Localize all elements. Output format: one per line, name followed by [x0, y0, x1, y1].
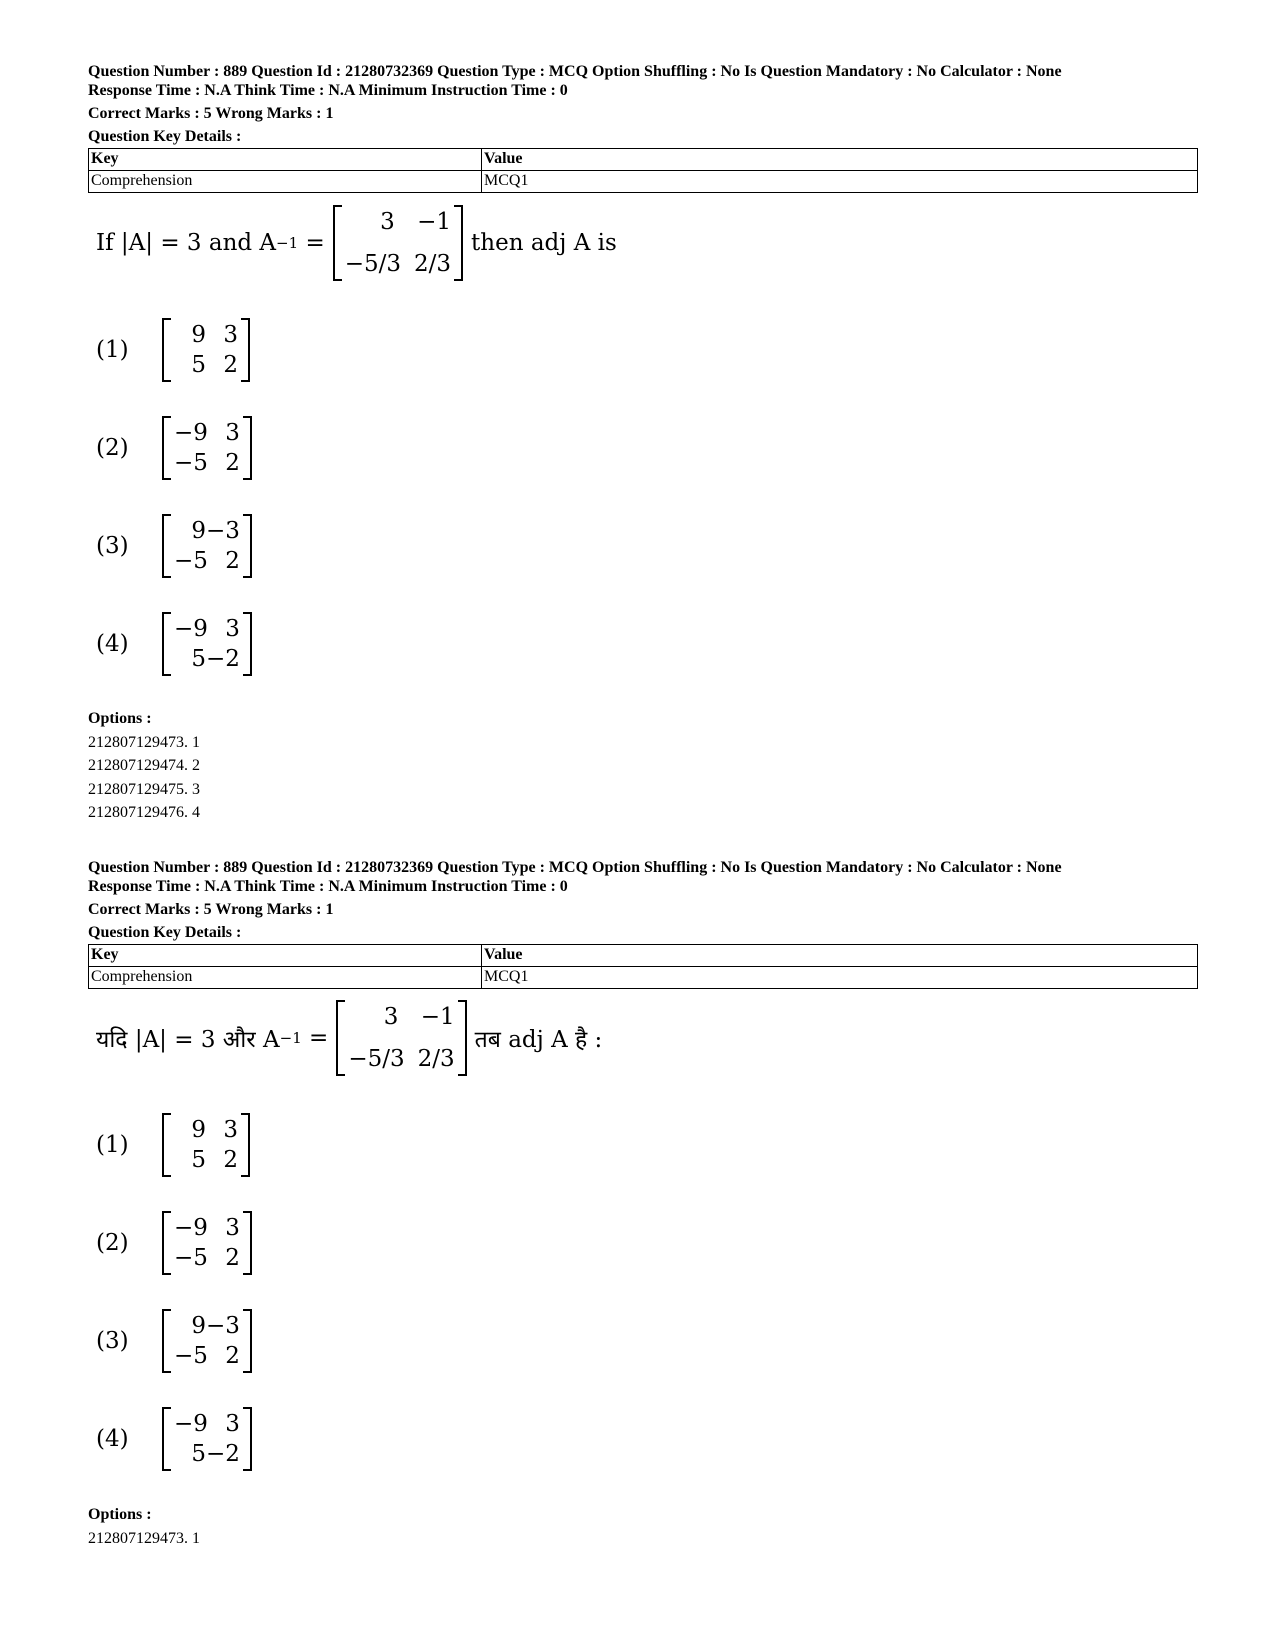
matrix-cell: 9 — [191, 518, 206, 544]
matrix-cell: 9 — [191, 322, 206, 348]
q2-option-2 — [96, 1211, 252, 1275]
matrix-cell: 2 — [225, 450, 240, 476]
matrix-cell: −1 — [420, 1004, 455, 1030]
option-label: (4) — [96, 631, 129, 657]
q1-key-table — [88, 148, 1198, 193]
q2-option-4 — [96, 1407, 252, 1471]
matrix-cell: 2 — [225, 548, 240, 574]
q2-options-list — [88, 1503, 200, 1550]
value-cell: MCQ1 — [482, 171, 1198, 193]
q2-question-sup: −1 — [279, 1029, 302, 1047]
option-label: (3) — [96, 1328, 129, 1354]
key-cell: Comprehension — [89, 171, 482, 193]
matrix-cell: 2 — [225, 1245, 240, 1271]
option-label: (2) — [96, 435, 129, 461]
matrix-cell: 5 — [191, 1441, 206, 1467]
q1-question-sup: −1 — [276, 234, 299, 252]
q1-question-eq: = — [298, 230, 325, 256]
list-item: 212807129476. 4 — [88, 804, 200, 821]
matrix-cell: 3 — [223, 322, 238, 348]
option-matrix — [162, 612, 252, 676]
q2-meta-line2: Response Time : N.A Think Time : N.A Minimum Instruction Time : 0 — [88, 878, 568, 895]
q1-meta-line1: Question Number : 889 Question Id : 21280732369 Question Type : MCQ Option Shuffling : No Is Question Mandatory : No Calculator : None — [88, 63, 1062, 80]
matrix-cell: −1 — [417, 209, 452, 235]
option-matrix — [162, 514, 252, 578]
options-label: Options : — [88, 710, 152, 727]
option-matrix — [162, 1309, 252, 1373]
matrix-cell: 3 — [223, 1117, 238, 1143]
q1-marks: Correct Marks : 5 Wrong Marks : 1 — [88, 105, 334, 122]
q2-inverse-matrix — [336, 1000, 466, 1076]
q1-key-details-label: Question Key Details : — [88, 128, 242, 145]
table-row — [89, 967, 1198, 989]
key-header: Key — [89, 945, 482, 967]
matrix-cell: −2 — [206, 646, 240, 672]
table-row — [89, 945, 1198, 967]
q1-option-3 — [96, 514, 252, 578]
matrix-cell: 3 — [225, 1215, 240, 1241]
q2-key-details-label: Question Key Details : — [88, 924, 242, 941]
key-cell: Comprehension — [89, 967, 482, 989]
matrix-cell: 2/3 — [417, 1046, 455, 1072]
option-label: (2) — [96, 1230, 129, 1256]
q2-key-table — [88, 944, 1198, 989]
option-matrix — [162, 318, 250, 382]
value-header: Value — [482, 149, 1198, 171]
matrix-cell: −5/3 — [348, 1046, 405, 1072]
q2-question-prefix: यदि |A| = 3 और A — [96, 1027, 280, 1053]
matrix-cell: −5 — [174, 450, 208, 476]
matrix-cell: 3 — [383, 1004, 399, 1030]
table-row — [89, 149, 1198, 171]
matrix-cell: 5 — [191, 1147, 206, 1173]
q1-question-suffix: then adj A is — [471, 230, 617, 256]
q1-question — [96, 205, 617, 281]
matrix-cell: −2 — [206, 1441, 240, 1467]
q2-header — [88, 858, 1198, 989]
matrix-cell: 5 — [191, 646, 206, 672]
matrix-cell: −3 — [206, 1313, 240, 1339]
list-item: 212807129473. 1 — [88, 733, 200, 751]
q1-header — [88, 62, 1198, 193]
matrix-cell: 2 — [223, 1147, 238, 1173]
value-header: Value — [482, 945, 1198, 967]
matrix-cell: −5 — [174, 1245, 208, 1271]
q2-question-eq: = — [301, 1025, 329, 1051]
q2-question-suffix: तब adj A है : — [474, 1027, 603, 1053]
matrix-cell: 2 — [223, 352, 238, 378]
matrix-cell: −3 — [206, 518, 240, 544]
list-item: 212807129475. 3 — [88, 780, 200, 798]
matrix-cell: −9 — [174, 616, 208, 642]
option-matrix — [162, 1113, 250, 1177]
option-matrix — [162, 1407, 252, 1471]
option-matrix — [162, 1211, 252, 1275]
q1-option-4 — [96, 612, 252, 676]
q1-question-prefix: If |A| = 3 and A — [96, 230, 277, 256]
q1-inverse-matrix — [333, 205, 463, 281]
matrix-cell: 9 — [191, 1313, 206, 1339]
q1-meta-line2: Response Time : N.A Think Time : N.A Minimum Instruction Time : 0 — [88, 82, 568, 99]
matrix-cell: 9 — [191, 1117, 206, 1143]
q2-option-1 — [96, 1113, 250, 1177]
q1-option-2 — [96, 416, 252, 480]
table-row — [89, 171, 1198, 193]
option-label: (3) — [96, 533, 129, 559]
q2-question — [96, 1000, 602, 1076]
matrix-cell: −9 — [174, 1411, 208, 1437]
q1-option-1 — [96, 318, 250, 382]
option-matrix — [162, 416, 252, 480]
q2-option-3 — [96, 1309, 252, 1373]
matrix-cell: 3 — [225, 420, 240, 446]
option-label: (4) — [96, 1426, 129, 1452]
matrix-cell: 2 — [225, 1343, 240, 1369]
matrix-cell: 2/3 — [414, 251, 452, 277]
matrix-cell: 3 — [380, 209, 395, 235]
q1-options-list — [88, 707, 200, 825]
list-item: 212807129473. 1 — [88, 1529, 200, 1547]
matrix-cell: −5/3 — [344, 251, 402, 277]
matrix-cell: 3 — [225, 1411, 240, 1437]
value-cell: MCQ1 — [482, 967, 1198, 989]
matrix-cell: 3 — [225, 616, 240, 642]
matrix-cell: −5 — [174, 1343, 208, 1369]
key-header: Key — [89, 149, 482, 171]
matrix-cell: 5 — [191, 352, 206, 378]
matrix-cell: −5 — [174, 548, 208, 574]
matrix-cell: −9 — [174, 420, 208, 446]
options-label: Options : — [88, 1506, 152, 1523]
matrix-cell: −9 — [174, 1215, 208, 1241]
option-label: (1) — [96, 337, 129, 363]
q2-marks: Correct Marks : 5 Wrong Marks : 1 — [88, 901, 334, 918]
option-label: (1) — [96, 1132, 129, 1158]
q2-meta-line1: Question Number : 889 Question Id : 21280732369 Question Type : MCQ Option Shuffling : No Is Question Mandatory : No Calculator : None — [88, 859, 1062, 876]
list-item: 212807129474. 2 — [88, 757, 200, 774]
